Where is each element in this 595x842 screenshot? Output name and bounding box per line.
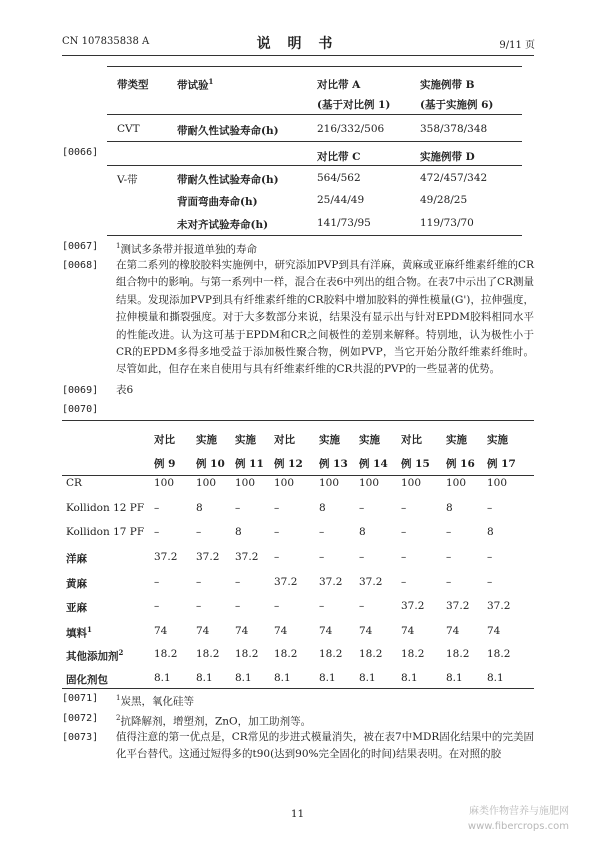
table-cell: 100 (401, 477, 422, 489)
table-subheader-rule (107, 165, 522, 166)
composition-table (62, 420, 534, 690)
column-header-top: 实施 (359, 434, 380, 446)
row-label: 亚麻 (66, 602, 87, 614)
table-cell: – (446, 576, 452, 588)
table-cell: – (274, 502, 280, 514)
para-num: [0073] (62, 732, 99, 743)
table-cell: 100 (274, 477, 295, 489)
table-cell: 18.2 (487, 648, 511, 660)
table-cell: 37.2 (446, 600, 470, 612)
column-header-bottom: 例 11 (235, 458, 264, 470)
v-value-c: 25/44/49 (317, 194, 365, 206)
table-cell: 37.2 (319, 576, 343, 588)
table-cell: – (401, 551, 407, 563)
column-header-bottom: 例 12 (274, 458, 303, 470)
column-header-top: 对比 (274, 434, 295, 446)
table-cell: – (274, 526, 280, 538)
header-example-belt-d: 实施例带 D (420, 151, 475, 163)
table-bottom-rule (62, 688, 534, 689)
table-cell: 8.1 (274, 672, 291, 684)
table-cell: – (401, 526, 407, 538)
table-top-rule (107, 66, 522, 67)
table-cell: 37.2 (274, 576, 298, 588)
row-label: 洋麻 (66, 553, 87, 565)
table-cell: 74 (446, 625, 460, 637)
paragraph-0071 (62, 690, 534, 711)
v-test-name: 带耐久性试验寿命(h) (177, 174, 279, 186)
table-cell: – (359, 600, 365, 612)
table-cell: 18.2 (401, 648, 425, 660)
header-rule (62, 55, 534, 56)
table-cell: 74 (319, 625, 333, 637)
table-cell: – (446, 526, 452, 538)
table-cell: – (196, 526, 202, 538)
table-cell: 8 (235, 526, 242, 538)
column-header-top: 实施 (487, 434, 508, 446)
table-cell: 18.2 (359, 648, 383, 660)
table-cell: 74 (196, 625, 210, 637)
footnote-text: $^2$抗降解剂，增塑剂，ZnO，加工助剂等。 (116, 714, 312, 728)
table-cell: 8 (487, 526, 494, 538)
watermark-url: www.fibercrops.com (467, 821, 569, 832)
footnote-text: $^1$炭黑，氧化硅等 (116, 694, 194, 708)
belt-test-table (107, 66, 522, 238)
v-test-name: 未对齐试验寿命(h) (177, 219, 269, 231)
column-header-top: 对比 (401, 434, 422, 446)
paragraph-0069 (62, 382, 534, 399)
table-cell: 100 (196, 477, 217, 489)
table-cell: – (196, 600, 202, 612)
header-example-belt-b: 实施例带 B (420, 79, 475, 91)
table-cell: 100 (154, 477, 175, 489)
table-cell: 100 (319, 477, 340, 489)
table-cell: 74 (154, 625, 168, 637)
header-comparative-belt-c: 对比带 C (317, 151, 361, 163)
column-header-bottom: 例 15 (401, 458, 430, 470)
table-cell: 74 (359, 625, 373, 637)
table-cell: – (359, 502, 365, 514)
table-cell: – (359, 551, 365, 563)
v-test-name: 背面弯曲寿命(h) (177, 196, 258, 208)
row-label: Kollidon 17 PF (66, 526, 145, 538)
table-cell: 18.2 (446, 648, 470, 660)
column-header-top: 实施 (446, 434, 467, 446)
subheader-comparative-belt-a: (基于对比例 1) (317, 99, 391, 111)
document-title: 说 明 书 (256, 36, 339, 52)
table-cell: 8.1 (235, 672, 252, 684)
table-cell: – (401, 502, 407, 514)
row-label: 填料$^1$ (66, 625, 92, 640)
column-header-top: 实施 (235, 434, 256, 446)
cvt-value-b: 358/378/348 (420, 123, 488, 135)
column-header-bottom: 例 14 (359, 458, 388, 470)
table-cell: – (319, 551, 325, 563)
v-value-d: 472/457/342 (420, 172, 488, 184)
subheader-example-belt-b: (基于实施例 6) (420, 99, 494, 111)
header-comparative-belt-a: 对比带 A (317, 79, 361, 91)
paragraph-text: $^1$测试多条带并报道单独的寿命 (116, 242, 257, 256)
table-cell: 37.2 (359, 576, 383, 588)
para-num-0066: [0066] (62, 147, 99, 158)
table-cell: 18.2 (319, 648, 343, 660)
table-cell: 8.1 (154, 672, 171, 684)
table-cell: 37.2 (401, 600, 425, 612)
column-header-top: 实施 (196, 434, 217, 446)
table-cell: – (319, 526, 325, 538)
para-num: [0069] (62, 385, 99, 396)
table-cell: 8.1 (446, 672, 463, 684)
table-cell: 8.1 (401, 672, 418, 684)
column-header-bottom: 例 10 (196, 458, 225, 470)
table-cell: 8.1 (196, 672, 213, 684)
row-label: Kollidon 12 PF (66, 502, 145, 514)
paragraph-0072 (62, 710, 534, 731)
paragraph-text: 值得注意的第一优点是，CR常见的步进式模量消失，被在表7中MDR固化结果中的完美固化平台替代。这通过短得多的t90(达到90%完全固化的时间)结果表明。在对照的胶 (116, 731, 534, 761)
paragraph-0068 (62, 257, 534, 379)
paragraph-0073 (62, 729, 534, 764)
table-cell: – (446, 551, 452, 563)
row-label: 其他添加剂$^2$ (66, 648, 124, 663)
cvt-belt-type: CVT (117, 123, 140, 135)
table-cell: 100 (359, 477, 380, 489)
paragraph-0067 (62, 238, 534, 259)
table-cell: 37.2 (196, 551, 220, 563)
table-cell: 18.2 (274, 648, 298, 660)
table-cell: – (154, 576, 160, 588)
para-num: [0072] (62, 713, 99, 724)
table-cell: – (319, 600, 325, 612)
table-cell: 8 (319, 502, 326, 514)
table-cell: 8.1 (487, 672, 504, 684)
document-id: CN 107835838 A (62, 36, 150, 47)
table-cell: – (196, 576, 202, 588)
table-cell: – (235, 576, 241, 588)
table-cell: 18.2 (235, 648, 259, 660)
column-header-bottom: 例 13 (319, 458, 348, 470)
table-bottom-rule (107, 235, 522, 236)
table-cell: – (154, 600, 160, 612)
row-label: 黄麻 (66, 578, 87, 590)
column-header-bottom: 例 16 (446, 458, 475, 470)
table-header-rule (62, 475, 534, 476)
table-cell: 18.2 (196, 648, 220, 660)
page-number: 11 (290, 808, 305, 820)
cvt-test-name: 带耐久性试验寿命(h) (177, 125, 279, 137)
header-belt-test: 带试验$^1$ (177, 77, 214, 92)
table-cell: – (154, 526, 160, 538)
table-cell: – (274, 551, 280, 563)
table-mid-rule (107, 141, 522, 142)
table-top-rule (62, 420, 534, 421)
v-belt-type: V-带 (117, 174, 138, 186)
table-cell: 100 (446, 477, 467, 489)
row-label: CR (66, 477, 82, 489)
table-header-rule (107, 114, 522, 115)
table-cell: 8.1 (359, 672, 376, 684)
para-num: [0071] (62, 693, 99, 704)
table-cell: – (401, 576, 407, 588)
table-cell: 18.2 (154, 648, 178, 660)
table-cell: 8 (446, 502, 453, 514)
table-cell: 37.2 (487, 600, 511, 612)
table-cell: 74 (401, 625, 415, 637)
table-cell: 8 (196, 502, 203, 514)
table-cell: – (235, 600, 241, 612)
v-value-c: 141/73/95 (317, 217, 371, 229)
v-value-d: 119/73/70 (420, 217, 474, 229)
v-value-d: 49/28/25 (420, 194, 468, 206)
para-num: [0070] (62, 404, 99, 415)
watermark (468, 804, 569, 834)
table-cell: 100 (487, 477, 508, 489)
para-num: [0067] (62, 241, 99, 252)
table-caption: 表6 (116, 384, 134, 396)
v-value-c: 564/562 (317, 172, 361, 184)
column-header-top: 对比 (154, 434, 175, 446)
column-header-top: 实施 (319, 434, 340, 446)
table-cell: 74 (235, 625, 249, 637)
page-of-total: 9/11 页 (499, 40, 535, 51)
table-cell: 8 (359, 526, 366, 538)
table-cell: – (154, 502, 160, 514)
table-cell: – (487, 502, 493, 514)
table-cell: – (487, 551, 493, 563)
table-cell: 100 (235, 477, 256, 489)
watermark-name: 麻类作物营养与施肥网 (469, 806, 569, 817)
table-cell: 8.1 (319, 672, 336, 684)
header-belt-type: 带类型 (117, 79, 149, 91)
row-label: 固化剂包 (66, 674, 108, 686)
table-cell: – (487, 576, 493, 588)
paragraph-text: 在第二系列的橡胶胶料实施例中，研究添加PVP到具有洋麻，黄麻或亚麻纤维素纤维的CR组合物中的影响。与第一系列中一样，混合在表6中列出的组合物。在表7中示出了CR测量结果。发现添加PVP到具有纤维素纤维的CR胶料中增加胶料的弹性模量(G')，拉伸强度，拉伸模量和撕裂强度。对于大多数部分来说，结果没有显示出与针对EPDM胶料相同水平的性能改进。认为这可基于EPDM和CR之间极性的差别来解释。特别地，认为极性小于CR的EPDM多得多地受益于添加极性聚合物，例如PVP，当它开始分散纤维素纤维时。尽管如此，但存在来自使用与具有纤维素纤维的CR共混的PVP的一些显著的优势。 (116, 259, 534, 376)
column-header-bottom: 例 17 (487, 458, 516, 470)
table-cell: 74 (487, 625, 501, 637)
table-cell: 74 (274, 625, 288, 637)
table-cell: – (235, 502, 241, 514)
table-cell: – (274, 600, 280, 612)
cvt-value-a: 216/332/506 (317, 123, 385, 135)
table-cell: 37.2 (154, 551, 178, 563)
para-num: [0068] (62, 260, 99, 271)
table-cell: 37.2 (235, 551, 259, 563)
column-header-bottom: 例 9 (154, 458, 176, 470)
